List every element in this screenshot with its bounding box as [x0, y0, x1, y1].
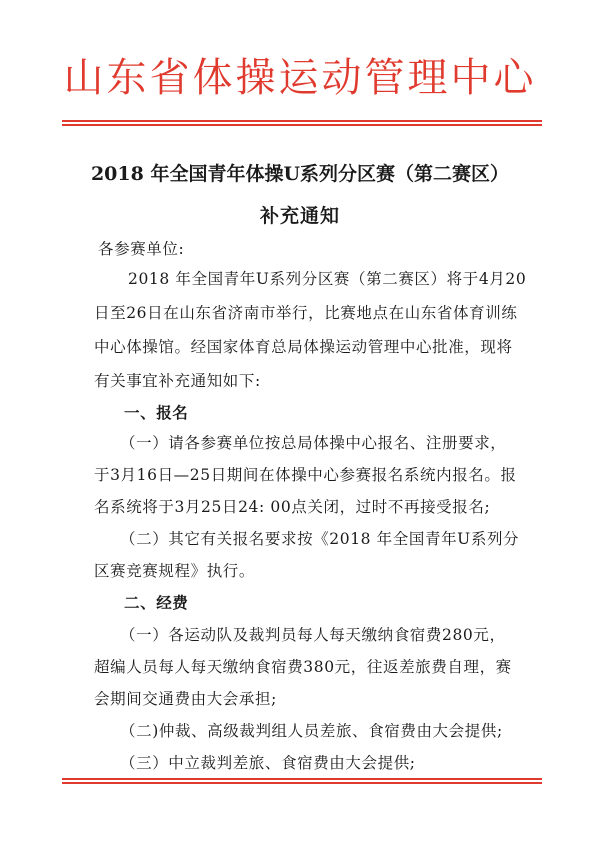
- letterhead-title: 山东省体操运动管理中心: [63, 55, 537, 101]
- registration-item1-line3: 名系统将于3月25日24: 00点关闭，过时不再接受报名;: [94, 498, 491, 516]
- intro-line-2: 日至26日在山东省济南市举行，比赛地点在山东省体育训练: [94, 304, 518, 322]
- registration-item2-line1: （二）其它有关报名要求按《2018 年全国青年U系列分: [120, 530, 520, 548]
- salutation: 各参赛单位:: [98, 240, 185, 258]
- intro-line-4: 有关事宜补充通知如下:: [94, 372, 261, 390]
- expenses-item2: （二)仲裁、高级裁判组人员差旅、食宿费由大会提供;: [120, 722, 503, 740]
- expenses-item1-line1: （一）各运动队及裁判员每人每天缴纳食宿费280元，: [120, 626, 506, 644]
- expenses-item1-line2: 超编人员每人每天缴纳食宿费380元，往返差旅费自理，赛: [94, 658, 512, 676]
- intro-line-3: 中心体操馆。经国家体育总局体操运动管理中心批准，现将: [94, 338, 513, 356]
- intro-line-1: 2018 年全国青年U系列分区赛（第二赛区）将于4月20: [128, 270, 527, 288]
- letterhead-divider: [62, 120, 542, 128]
- section-heading-registration: 一、报名: [124, 404, 189, 422]
- document-subtitle: 补充通知: [259, 205, 340, 227]
- section-heading-expenses: 二、经费: [124, 594, 189, 612]
- footer-divider: [62, 778, 542, 786]
- registration-item1-line2: 于3月16日—25日期间在体操中心参赛报名系统内报名。报: [94, 466, 517, 484]
- registration-item2-line2: 区赛竞赛规程》执行。: [94, 562, 256, 580]
- expenses-item1-line3: 会期间交通费由大会承担;: [94, 690, 277, 708]
- expenses-item3: （三）中立裁判差旅、食宿费由大会提供;: [120, 754, 416, 772]
- registration-item1-line1: （一）请各参赛单位按总局体操中心报名、注册要求，: [120, 434, 507, 452]
- document-title: 2018 年全国青年体操U系列分区赛（第二赛区）: [90, 163, 510, 185]
